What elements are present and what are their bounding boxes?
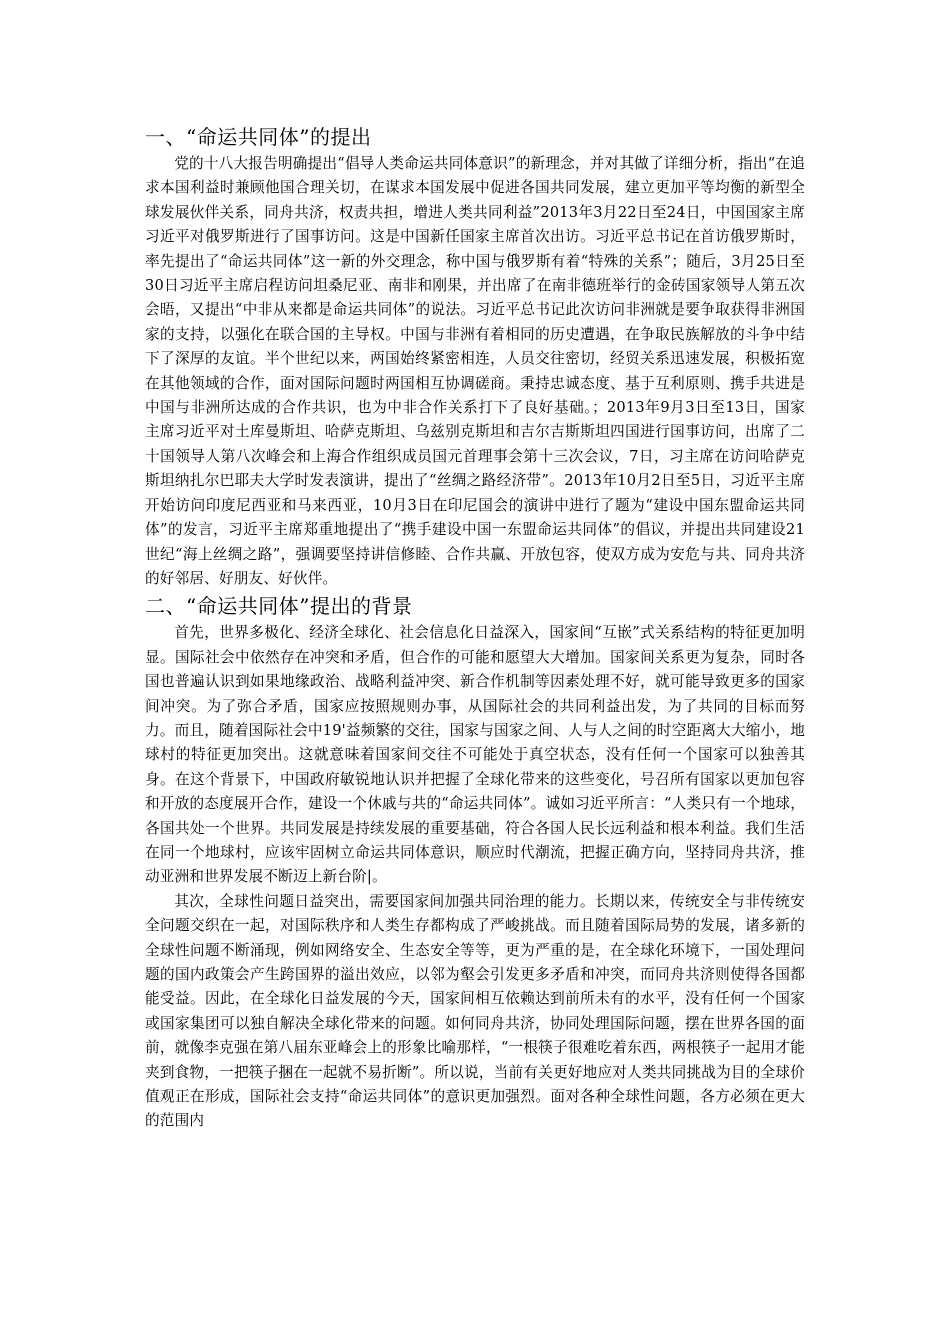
section-1-paragraph-1: 党的十八大报告明确提出“倡导人类命运共同体意识”的新理念，并对其做了详细分析，指出“在追求本国利益时兼顾他国合理关切，在谋求本国发展中促进各国共同发展，建立更加平等均衡的新型全球发展伙伴关系，同舟共济，权责共担，增进人类共同利益”2013年3月22日至24日，中国国家主席习近平对俄罗斯进行了国事访问。这是中国新任国家主席首次出访。习近平总书记在首访俄罗斯时，率先提出了“命运共同体”这一新的外交理念，称中国与俄罗斯有着“特殊的关系”；随后，3月25日至30日习近平主席启程访问坦桑尼亚、南非和刚果，并出席了在南非德班举行的金砖国家领导人第五次会晤，又提出“中非从来都是命运共同体”的说法。习近平总书记此次访问非洲就是要争取获得非洲国家的支持，以强化在联合国的主导权。中国与非洲有着相同的历史遭遇，在争取民族解放的斗争中结下了深厚的友谊。半个世纪以来，两国始终紧密相连，人员交往密切，经贸关系迅速发展，积极拓宽在其他领域的合作，面对国际问题时两国相互协调磋商。秉持忠诚态度、基于互利原则、携手共进是中国与非洲所达成的合作共识，也为中非合作关系打下了良好基础。；2013年9月3日至13日，国家主席习近平对土库曼斯坦、哈萨克斯坦、乌兹别克斯坦和吉尔吉斯斯坦四国进行国事访问，出席了二十国领导人第八次峰会和上海合作组织成员国元首理事会第十三次会议，7日，习主席在访问哈萨克斯坦纳扎尔巴耶夫大学时发表演讲，提出了“丝绸之路经济带”。2013年10月2日至5日，习近平主席开始访问印度尼西亚和马来西亚，10月3日在印尼国会的演讲中进行了题为“建设中国东盟命运共同体”的发言，习近平主席郑重地提出了“携手建设中国一东盟命运共同体”的倡议，并提出共同建设21世纪“海上丝绸之路”，强调要坚持讲信修睦、合作共赢、开放包容，使双方成为安危与共、同舟共济的好邻居、好朋友、好伙伴。 — [145, 155, 805, 587]
section-heading-1: 一、“命运共同体”的提出 — [145, 125, 372, 149]
document-page — [145, 122, 805, 1134]
section-2-paragraph-1: 首先，世界多极化、经济全球化、社会信息化日益深入，国家间“互嵌”式关系结构的特征更加明显。国际社会中依然存在冲突和矛盾，但合作的可能和愿望大大增加。国家间关系更为复杂，同时各国也普遍认识到如果地缘政治、战略利益冲突、新合作机制等因素处理不好，就可能导致更多的国家间冲突。为了弥合矛盾，国家应按照规则办事，从国际社会的共同利益出发，为了共同的目标而努力。而且，随着国际社会中19'益频繁的交往，国家与国家之间、人与人之间的时空距离大大缩小，地球村的特征更加突出。这就意味着国家间交往不可能处于真空状态，没有任何一个国家可以独善其身。在这个背景下，中国政府敏锐地认识并把握了全球化带来的这些变化，号召所有国家以更加包容和开放的态度展开合作，建设一个休戚与共的“命运共同体”。诚如习近平所言：“人类只有一个地球，各国共处一个世界。共同发展是持续发展的重要基础，符合各国人民长远利益和根本利益。我们生活在同一个地球村，应该牢固树立命运共同体意识，顺应时代潮流，把握正确方向，坚持同舟共济，推动亚洲和世界发展不断迈上新台阶|。 — [145, 624, 805, 886]
section-2-paragraph-2: 其次，全球性问题日益突出，需要国家间加强共同治理的能力。长期以来，传统安全与非传统安全问题交织在一起，对国际秩序和人类生存都构成了严峻挑战。而且随着国际局势的发展，诸多新的全球性问题不断涌现，例如网络安全、生态安全等等，更为严重的是，在全球化环境下，一国处理问题的国内政策会产生跨国界的溢出效应，以邻为壑会引发更多矛盾和冲突，而同舟共济则使得各国都能受益。因此，在全球化日益发展的今天，国家间相互依赖达到前所未有的水平，没有任何一个国家或国家集团可以独自解决全球化带来的问题。如何同舟共济，协同处理国际问题，摆在世界各国的面前，就像李克强在第八届东亚峰会上的形象比喻那样，“一根筷子很难吃着东西，两根筷子一起用才能夹到食物，一把筷子捆在一起就不易折断”。所以说，当前有关更好地应对人类共同挑战为目的全球价值观正在形成，国际社会支持“命运共同体”的意识更加强烈。面对各种全球性问题，各方必须在更大的范围内 — [145, 892, 805, 1130]
section-heading-2: 二、“命运共同体”提出的背景 — [145, 594, 413, 619]
